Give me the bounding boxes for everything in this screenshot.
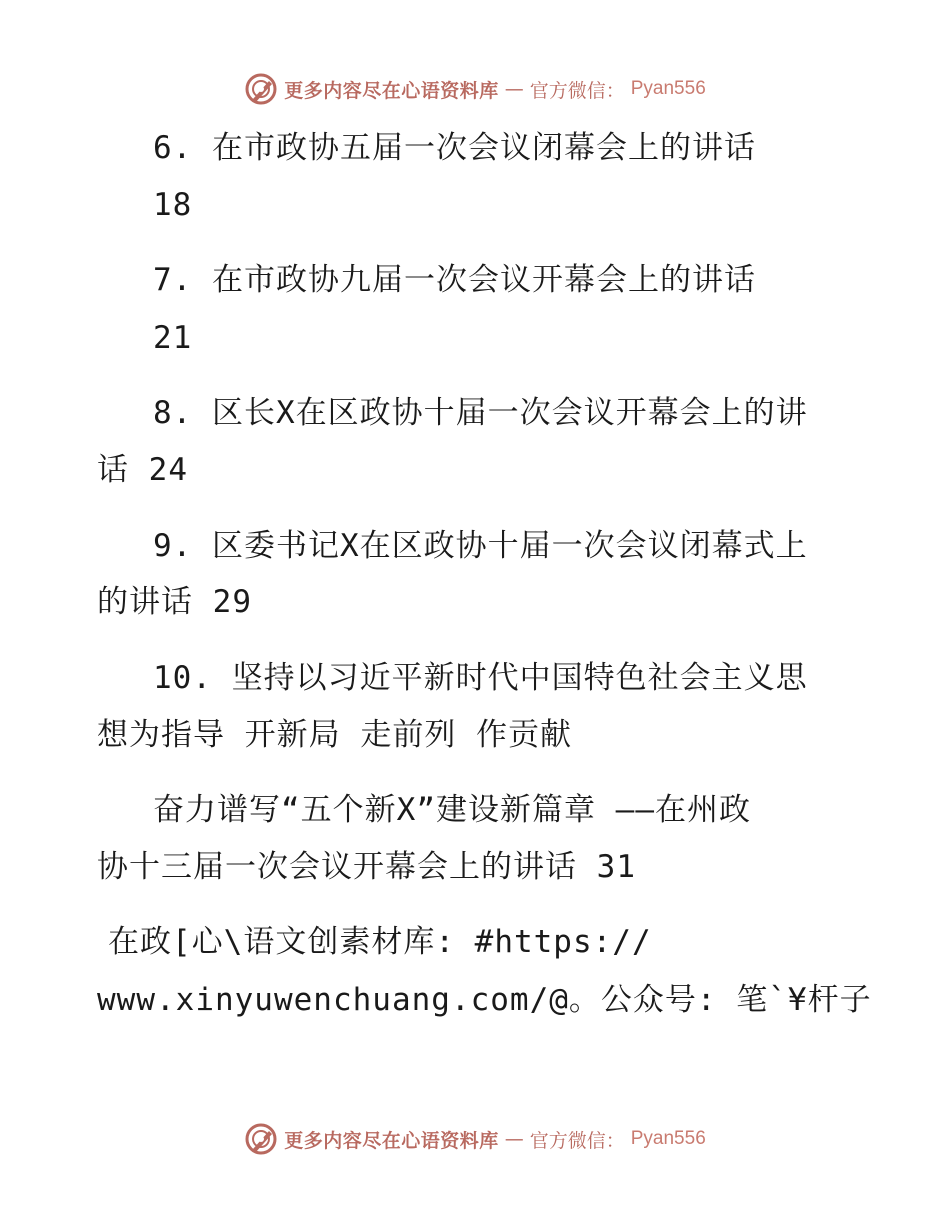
toc-item-10-line-3: 奋力谱写“五个新X”建设新篇章 ——在州政 (153, 792, 751, 828)
toc-item-10-line-1: 10. 坚持以习近平新时代中国特色社会主义思 (153, 660, 808, 696)
watermark-footer (0, 1122, 950, 1156)
toc-item-10-line-2: 想为指导 开新局 走前列 作贡献 (97, 717, 572, 753)
watermark-dash: — (504, 78, 524, 100)
toc-item-9-line-1: 9. 区委书记X在区政协十届一次会议闭幕式上 (153, 528, 808, 564)
watermark-wechat-id: Pyan556 (630, 1128, 706, 1149)
toc-item-6-page: 18 (153, 187, 193, 223)
watermark-wechat-id: Pyan556 (630, 78, 706, 99)
toc-item-9-line-2: 的讲话 29 (97, 584, 252, 620)
toc-item-7-line-1: 7. 在市政协九届一次会议开幕会上的讲话 (153, 262, 756, 298)
source-note-line-2: www.xinyuwenchuang.com/@。公众号: 笔`¥杆子 (97, 982, 872, 1018)
pen-logo-icon (244, 72, 278, 106)
pen-logo-icon (244, 1122, 278, 1156)
toc-item-8-line-1: 8. 区长X在区政协十届一次会议开幕会上的讲 (153, 395, 808, 431)
toc-item-6-line-1: 6. 在市政协五届一次会议闭幕会上的讲话 (153, 130, 756, 166)
toc-item-7-page: 21 (153, 320, 193, 356)
toc-item-8-line-2: 话 24 (97, 452, 188, 488)
watermark-dash: — (504, 1128, 524, 1150)
watermark-wechat-label: 官方微信： (529, 1129, 625, 1152)
watermark-header (0, 72, 950, 106)
watermark-wechat-label: 官方微信： (529, 79, 625, 102)
watermark-title: 更多内容尽在心语资料库 (284, 79, 499, 102)
toc-item-10-line-4: 协十三届一次会议开幕会上的讲话 31 (97, 849, 636, 885)
source-note-line-1: 在政[心\语文创素材库: #https:// (108, 924, 652, 960)
watermark-title: 更多内容尽在心语资料库 (284, 1129, 499, 1152)
